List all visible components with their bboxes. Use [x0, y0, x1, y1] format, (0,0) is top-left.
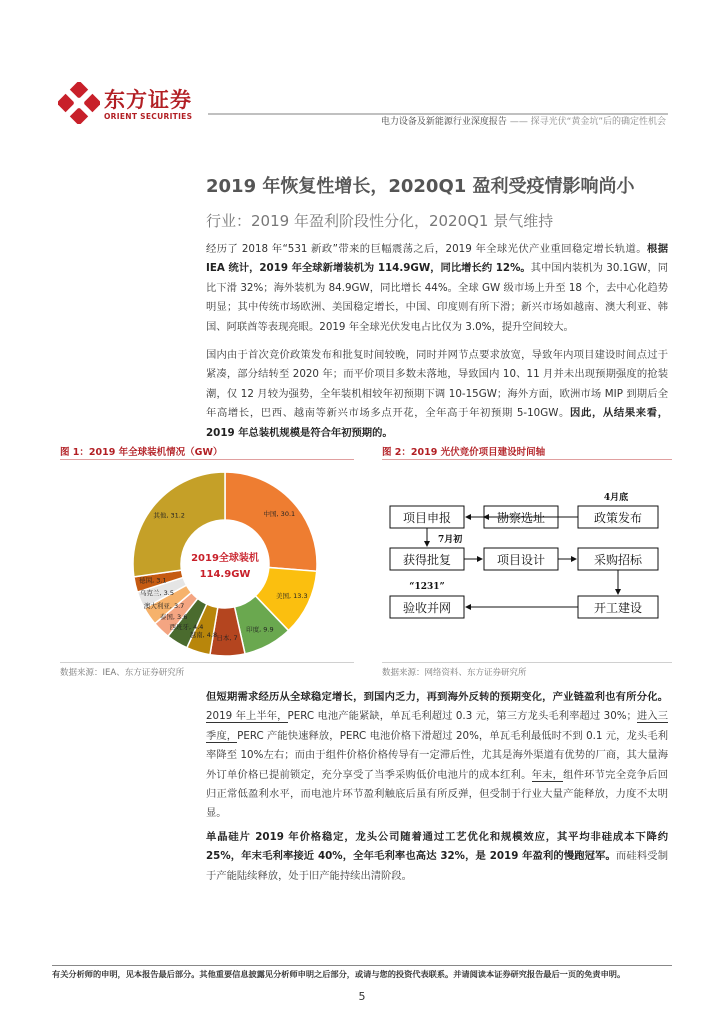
flow-note-july: 7月初: [438, 535, 463, 545]
donut-center-total: 114.9GW: [199, 569, 251, 580]
paragraph-4: [206, 828, 668, 886]
paragraph-2: [206, 346, 668, 443]
p3-underline-q3: 进入三季度，: [206, 710, 669, 742]
paragraph-3: [206, 688, 668, 824]
donut-label-5: 西班牙, 4.4: [169, 623, 204, 632]
p4-highlight: 单晶硅片 2019 年价格稳定，龙头公司随着通过工艺优化和规模效应，其平均非硅成本下降约 25%，年末毛利率接近 40%，全年毛利率也高达 32%，是 2019 年盈利的慢跑冠军。: [206, 831, 668, 863]
donut-label-7: 澳大利亚, 3.7: [143, 601, 185, 610]
logo-en-text: ORIENT SECURITIES: [104, 112, 193, 121]
orient-logo-icon: [58, 82, 100, 124]
donut-label-0: 中国, 30.1: [263, 509, 296, 518]
p3-text-2: PERC 产能快速释放，PERC 电池价格下滑超过 20%，单瓦毛利最低时不到 0.1 元，龙头毛利率降至 10%左右；而由于组件价格价格传导有一定滞后性，尤其是海外渠道有优势的厂商，其大量海外订单价格已提前锁定，充分享受了当季采购低价电池片的成本红利。: [206, 729, 668, 781]
donut-label-1: 美国, 13.3: [276, 591, 308, 600]
donut-label-10: 其他, 31.2: [153, 511, 185, 520]
flow-note-april: 4月底: [603, 493, 629, 503]
p1-text-1: 经历了 2018 年“531 新政”带来的巨幅震荡之后，2019 年全球光伏产业重回稳定增长轨道。: [206, 243, 647, 255]
p4-text: 而硅料受制于产能陆续释放，处于旧产能持续出清阶段。: [206, 850, 669, 882]
donut-label-8: 乌克兰, 3.5: [140, 589, 174, 598]
p1-highlight: 根据 IEA 统计，2019 年全球新增装机为 114.9GW，同比增长约 12%。: [206, 243, 669, 275]
donut-center-title: 2019全球装机: [191, 553, 259, 564]
donut-label-6: 泰国, 3.6: [159, 613, 188, 622]
company-logo: [58, 82, 206, 126]
flow-label-approval: 获得批复: [402, 553, 452, 567]
p3-highlight: 但短期需求经历从全球稳定增长，到国内乏力，再到海外反转的预期变化，产业链盈利也有所分化。: [206, 691, 668, 703]
figure-1-source: 数据来源：IEA、东方证券研究所: [60, 668, 185, 678]
report-header: [330, 114, 666, 127]
p2-highlight: 因此，从结果来看，2019 年总装机规模是符合年初预期的。: [206, 407, 669, 439]
p1-text-2: 其中国内装机为 30.1GW，同比下滑 32%；海外装机为 84.9GW，同比增长 44%。全球 GW 级市场上升至 18 个，去中心化趋势明显；其中传统市场欧洲、美国稳定增长，中国、印度则有所下滑；新兴市场如越南、澳大利亚、韩国、阿联酋等表现亮眼。2019 年全球光伏发电占比仅为 3.0%，提升空间较大。: [206, 262, 668, 333]
p3-text-3: 组件环节完全竞争后回归正常低盈利水平，而电池片环节盈利触底后虽有所反弹，但受制于行业大量产能释放，力度不太明显。: [206, 768, 669, 820]
flow-note-1231: “1231”: [409, 582, 445, 592]
report-title: 电力设备及新能源行业深度报告: [380, 117, 507, 127]
section-subtitle: 行业：2019 年盈利阶段性分化，2020Q1 景气维持: [206, 212, 554, 230]
p2-text-1: 国内由于首次竞价政策发布和批复时间较晚，同时并网节点要求放宽，导致年内项目建设时间点过于紧凑，部分结转至 2020 年；而平价项目多数未落地，导致国内 10、11 月并未出现预期强度的抢装潮，仅 12 月较为强势，全年装机相较年初预期下调 10-15GW；海外方面，欧洲市场 MIP 到期后全年高增长，巴西、越南等新兴市场多点开花，全年高于年初预期 5-10GW。: [206, 349, 668, 420]
report-subtitle: —— 探寻光伏“黄金坑”后的确定性机会: [509, 117, 666, 127]
flow-label-construction: 开工建设: [593, 601, 643, 615]
logo-cn-text: 东方证券: [104, 88, 192, 112]
figure-2-caption: 图 2：2019 光伏竞价项目建设时间轴: [382, 447, 546, 458]
footer-disclaimer: 有关分析师的申明，见本报告最后部分。其他重要信息披露见分析师申明之后部分，或请与您的投资代表联系。并请阅读本证券研究报告最后一页的免责申明。: [52, 969, 626, 979]
section-title: 2019 年恢复性增长，2020Q1 盈利受疫情影响尚小: [206, 176, 635, 197]
footer-rule: [52, 965, 672, 966]
figure-2-source-rule: [382, 662, 672, 663]
page-number: 5: [358, 990, 366, 1003]
p3-underline-ye: 年末，: [531, 768, 564, 781]
bidding-project-timeline-diagram: [380, 460, 670, 660]
flow-label-survey: 勘察选址: [496, 511, 546, 525]
figure-1-caption: 图 1：2019 年全球装机情况（GW）: [60, 447, 223, 458]
donut-label-4: 越南, 4.8: [189, 630, 218, 639]
p3-text-1: PERC 电池产能紧缺，单瓦毛利超过 0.3 元，第三方龙头毛利率超过 30%；: [287, 710, 637, 723]
p3-underline-h1: 2019 年上半年，: [206, 710, 288, 723]
flow-label-policy: 政策发布: [593, 511, 643, 525]
paragraph-1: [206, 240, 668, 337]
flow-label-procurement: 采购招标: [593, 553, 643, 567]
donut-label-2: 印度, 9.9: [246, 625, 274, 634]
flow-label-design: 项目设计: [496, 553, 546, 567]
figure-2-source: 数据来源：网络资料、东方证券研究所: [382, 668, 527, 678]
figure-1-source-rule: [60, 662, 354, 663]
donut-label-9: 德国, 3.1: [139, 576, 167, 585]
global-installation-donut-chart: [60, 460, 350, 660]
donut-label-3: 日本, 7: [216, 633, 238, 642]
flow-label-acceptance: 验收并网: [402, 601, 452, 615]
flow-label-apply: 项目申报: [402, 511, 452, 525]
